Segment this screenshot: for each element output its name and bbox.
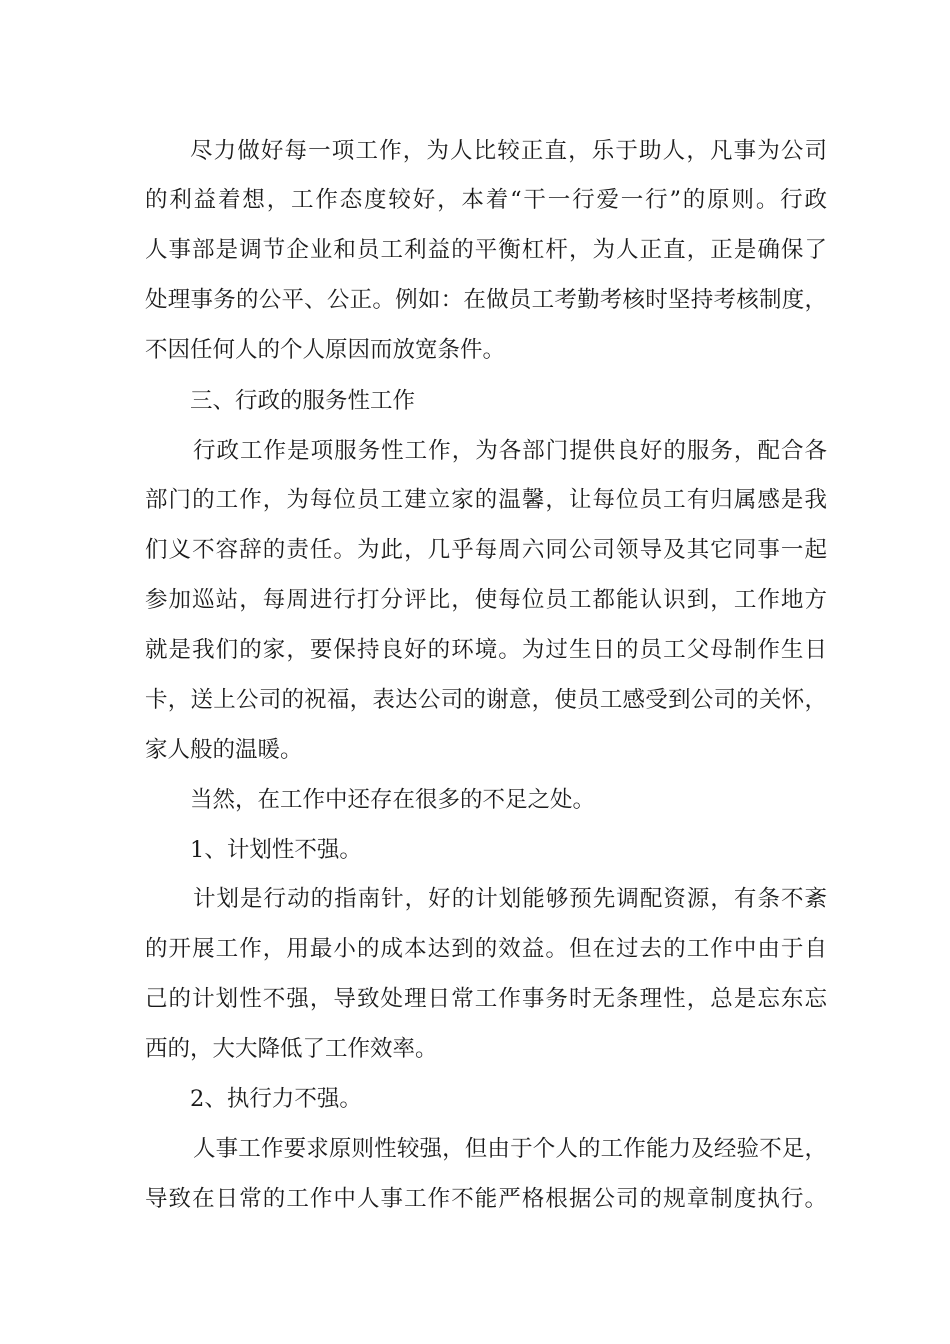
paragraph-line: 尽力做好每一项工作，为人比较正直，乐于助人，凡事为公司 (190, 138, 827, 164)
paragraph-line: 处理事务的公平、公正。例如：在做员工考勤考核时坚持考核制度， (145, 287, 827, 313)
paragraph-line: 的开展工作，用最小的成本达到的效益。但在过去的工作中由于自 (145, 936, 827, 962)
paragraph-line: 部门的工作，为每位员工建立家的温馨，让每位员工有归属感是我 (145, 487, 827, 513)
paragraph-line: 导致在日常的工作中人事工作不能严格根据公司的规章制度执行。 (145, 1186, 827, 1212)
paragraph-line: 参加巡站，每周进行打分评比，使每位员工都能认识到，工作地方 (145, 587, 827, 613)
paragraph-line: 行政工作是项服务性工作，为各部门提供良好的服务，配合各 (193, 438, 827, 464)
paragraph-line: 的利益着想，工作态度较好，本着“干一行爱一行”的原则。行政 (145, 187, 827, 213)
paragraph-line: 们义不容辞的责任。为此，几乎每周六同公司领导及其它同事一起 (145, 537, 827, 563)
paragraph-line: 人事部是调节企业和员工利益的平衡杠杆，为人正直，正是确保了 (145, 237, 827, 263)
paragraph-line: 人事工作要求原则性较强，但由于个人的工作能力及经验不足， (193, 1136, 827, 1162)
paragraph-line: 计划是行动的指南针，好的计划能够预先调配资源，有条不紊 (193, 886, 827, 912)
paragraph-line: 当然，在工作中还存在很多的不足之处。 (190, 787, 596, 813)
paragraph-line: 卡，送上公司的祝福，表达公司的谢意，使员工感受到公司的关怀， (145, 687, 827, 713)
paragraph-line: 西的，大大降低了工作效率。 (145, 1036, 438, 1062)
list-heading: 2、执行力不强。 (190, 1086, 362, 1112)
paragraph-line: 就是我们的家，要保持良好的环境。为过生日的员工父母制作生日 (145, 637, 827, 663)
section-heading: 三、行政的服务性工作 (190, 388, 416, 414)
paragraph-line: 家人般的温暖。 (145, 737, 303, 763)
list-heading: 1、计划性不强。 (190, 837, 362, 863)
paragraph-line: 不因任何人的个人原因而放宽条件。 (145, 337, 506, 363)
paragraph-line: 己的计划性不强，导致处理日常工作事务时无条理性，总是忘东忘 (145, 986, 827, 1012)
